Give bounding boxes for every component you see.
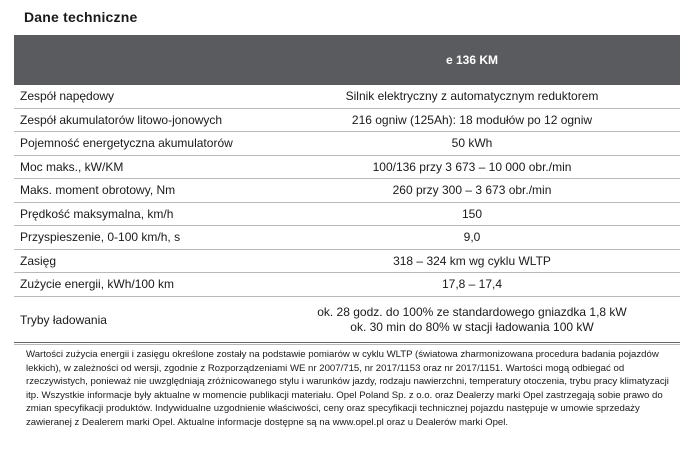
row-label: Zużycie energii, kWh/100 km [14,273,264,297]
row-label: Tryby ładowania [14,296,264,344]
row-value: 150 [264,202,680,226]
table-header-row [14,35,680,85]
spec-table [14,35,680,345]
row-value: 17,8 – 17,4 [264,273,680,297]
table-row [14,249,680,273]
table-row [14,273,680,297]
table-row [14,85,680,108]
column-header: e 136 KM [445,53,499,67]
table-row-charging [14,296,680,344]
row-value: 318 – 324 km wg cyklu WLTP [264,249,680,273]
table-bottom-rule [14,342,680,343]
row-value: 9,0 [264,226,680,250]
row-label: Moc maks., kW/KM [14,155,264,179]
footnote: Wartości zużycia energii i zasięgu określone zostały na podstawie pomiarów w cyklu WLTP (światowa zharmonizowana procedura badania pojazdów lekkich), w zależności od wersji, zgodnie z Rozporządzeniami WE nr 2007/715, nr 2017/1153 oraz nr 2017/1151. Wartości mogą odbiegać od rzeczywistych, ponieważ nie uwzględniają zróżnicowanego stylu i warunków jazdy, rodzaju nawierzchni, temperatury otoczenia, trybu pracy klimatyzacji itp. Wszystkie informacje były aktualne w momencie publikacji materiału. Opel Poland Sp. z o.o. oraz Dealerzy marki Opel zastrzegają sobie prawo do zmian specyfikacji produktów. Indywidualne uzgodnienie właściwości, ceny oraz specyfikacji technicznej pojazdu następuje w umowie sprzedaży zawieranej z Dealerem marki Opel. Aktualne informacje dostępne są na www.opel.pl oraz u Dealerów marki Opel. [26,349,669,428]
row-value: 260 przy 300 – 3 673 obr./min [264,179,680,203]
table-row [14,132,680,156]
row-value: 50 kWh [264,132,680,156]
row-value: 216 ogniw (125Ah): 18 modułów po 12 ogniw [264,108,680,132]
row-value: 100/136 przy 3 673 – 10 000 obr./min [264,155,680,179]
charging-line-1: ok. 28 godz. do 100% ze standardowego gniazdka 1,8 kW [317,305,627,319]
charging-line-2: ok. 30 min do 80% w stacji ładowania 100 kW [350,320,594,334]
page-title: Dane techniczne [24,9,138,25]
row-label: Zespół napędowy [14,85,264,108]
row-label: Pojemność energetyczna akumulatorów [14,132,264,156]
row-label: Prędkość maksymalna, km/h [14,202,264,226]
header-empty-cell [14,35,264,85]
table-row [14,226,680,250]
row-label: Zespół akumulatorów litowo-jonowych [14,108,264,132]
table-row [14,108,680,132]
row-value: Silnik elektryczny z automatycznym reduktorem [264,85,680,108]
table-row [14,179,680,203]
row-value-charging [264,296,680,344]
row-label: Przyspieszenie, 0-100 km/h, s [14,226,264,250]
table-row [14,155,680,179]
row-label: Zasięg [14,249,264,273]
row-label: Maks. moment obrotowy, Nm [14,179,264,203]
table-row [14,202,680,226]
